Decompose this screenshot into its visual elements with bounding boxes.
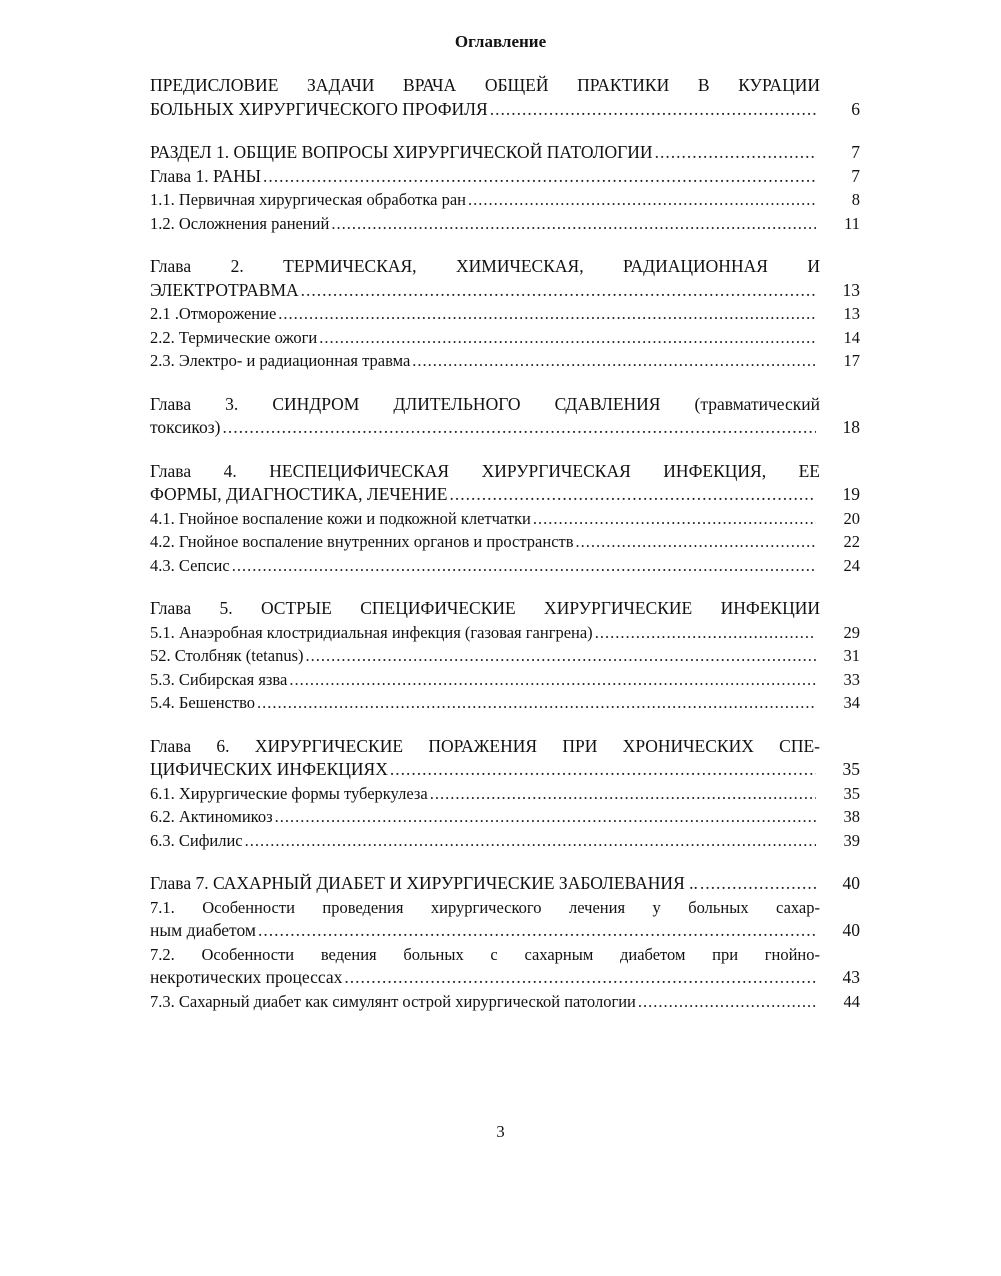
- dot-leader: [490, 98, 816, 122]
- dot-leader: [222, 416, 816, 440]
- toc-entry-text: 5.3. Сибирская язва: [150, 669, 288, 689]
- toc-entry-line: [150, 943, 860, 967]
- toc-entry-text: 52. Столбняк (tetanus): [150, 646, 304, 665]
- toc-entry-line: [150, 668, 860, 692]
- toc-entry-text: токсикоз): [150, 417, 221, 437]
- toc-entry-line: [150, 758, 860, 782]
- toc-entry-line: [150, 805, 860, 829]
- dot-leader: [638, 990, 816, 1014]
- toc-page-number: 13: [842, 279, 860, 300]
- toc-entry-text: ЦИФИЧЕСКИХ ИНФЕКЦИЯХ: [150, 759, 388, 779]
- toc-entry-text: 5.1. Анаэробная клостридиальная инфекция (газовая гангрена): [150, 622, 593, 642]
- toc-entry-line: [150, 141, 860, 165]
- toc-page-number: 31: [843, 646, 860, 665]
- toc-entry-text: 2.1 .Отморожение: [150, 304, 277, 323]
- toc-entry-line: [150, 829, 860, 853]
- toc-entry-text: 4.2. Гнойное воспаление внутренних органов и пространств: [150, 532, 574, 551]
- toc-entry-text: 6.3. Сифилис: [150, 830, 243, 850]
- toc-group: [150, 460, 860, 578]
- toc-entry-line: [150, 872, 860, 896]
- dot-leader: [468, 188, 816, 212]
- dot-leader: [278, 302, 816, 326]
- toc-page-number: 34: [843, 693, 860, 712]
- page-number-footer: 3: [496, 1122, 505, 1141]
- toc-entry-line: [150, 621, 860, 645]
- toc-page-number: 35: [842, 759, 860, 779]
- toc-entry-text: БОЛЬНЫХ ХИРУРГИЧЕСКОГО ПРОФИЛЯ: [150, 98, 488, 119]
- toc-entry-text: Глава 5. ОСТРЫЕ СПЕЦИФИЧЕСКИЕ ХИРУРГИЧЕСКИЕ ИНФЕКЦИИ: [150, 598, 820, 618]
- dot-leader: [655, 141, 816, 165]
- dot-leader: [430, 782, 816, 806]
- toc-entry-text: ным диабетом: [150, 920, 256, 940]
- dot-leader: [263, 165, 816, 189]
- toc-entry-text: Глава 4. НЕСПЕЦИФИЧЕСКАЯ ХИРУРГИЧЕСКАЯ ИНФЕКЦИЯ, ЕЕ: [150, 460, 820, 481]
- dot-leader: [595, 621, 816, 645]
- toc-page-number: 40: [842, 920, 860, 940]
- toc-entry-text: 4.1. Гнойное воспаление кожи и подкожной клетчатки: [150, 508, 531, 528]
- toc-page-number: 38: [843, 807, 860, 826]
- toc-group: [150, 393, 860, 440]
- dot-leader: [449, 483, 816, 507]
- toc-entry-line: [150, 644, 860, 668]
- toc-group: [150, 597, 860, 715]
- toc-entry-line: [150, 255, 860, 279]
- dot-leader: [390, 758, 816, 782]
- toc-entry-text: 1.1. Первичная хирургическая обработка ран: [150, 190, 466, 209]
- toc-page-number: 35: [843, 783, 860, 803]
- toc-page-number: 7: [851, 165, 860, 186]
- toc-group: [150, 735, 860, 853]
- toc-entry-text: 6.2. Актиномикоз: [150, 807, 273, 826]
- toc-entry-line: [150, 279, 860, 303]
- toc-entry-line: [150, 188, 860, 212]
- toc-group: [150, 255, 860, 373]
- toc-entry-line: [150, 507, 860, 531]
- toc-page-number: 17: [843, 351, 860, 370]
- toc-entry-line: [150, 460, 860, 484]
- toc-entry-line: [150, 302, 860, 326]
- toc-page-number: 13: [843, 304, 860, 323]
- toc-entry-text: Глава 3. СИНДРОМ ДЛИТЕЛЬНОГО СДАВЛЕНИЯ (травматический: [150, 393, 820, 414]
- toc-title: Оглавление: [454, 32, 547, 51]
- toc-entry-text: 7.3. Сахарный диабет как симулянт острой хирургической патологии: [150, 991, 636, 1011]
- dot-leader: [700, 872, 816, 896]
- toc-entry-line: [150, 735, 860, 759]
- toc-page-number: 29: [843, 622, 860, 642]
- toc-page-number: 22: [843, 532, 860, 551]
- toc-page-number: 18: [842, 417, 860, 437]
- toc-entry-line: [150, 896, 860, 920]
- toc-page-number: 14: [843, 327, 860, 347]
- toc-entry-text: 6.1. Хирургические формы туберкулеза: [150, 783, 428, 803]
- dot-leader: [258, 919, 816, 943]
- toc-entry-line: [150, 990, 860, 1014]
- toc-page-number: 8: [851, 190, 860, 209]
- toc-entry-line: [150, 349, 860, 373]
- toc-page-number: 43: [842, 967, 860, 987]
- dot-leader: [576, 530, 816, 554]
- toc-page-number: 33: [843, 669, 860, 689]
- toc-entry-line: [150, 691, 860, 715]
- toc-entry-text: Глава 1. РАНЫ: [150, 165, 262, 186]
- table-of-contents: [150, 74, 860, 1033]
- toc-entry-text: 2.3. Электро- и радиационная травма: [150, 351, 411, 370]
- dot-leader: [412, 349, 816, 373]
- toc-page-number: 39: [843, 830, 860, 850]
- toc-entry-line: [150, 919, 860, 943]
- toc-page-number: 44: [843, 991, 860, 1011]
- toc-entry-text: 5.4. Бешенство: [150, 693, 255, 712]
- toc-entry-text: Глава 7. САХАРНЫЙ ДИАБЕТ И ХИРУРГИЧЕСКИЕ ЗАБОЛЕВАНИЯ ..: [150, 873, 698, 893]
- toc-entry-line: [150, 326, 860, 350]
- toc-entry-text: 4.3. Сепсис: [150, 555, 230, 575]
- toc-group: [150, 872, 860, 1013]
- dot-leader: [319, 326, 816, 350]
- toc-entry-line: [150, 554, 860, 578]
- toc-page-number: 20: [843, 508, 860, 528]
- toc-entry-text: РАЗДЕЛ 1. ОБЩИЕ ВОПРОСЫ ХИРУРГИЧЕСКОЙ ПАТОЛОГИИ: [150, 142, 653, 162]
- toc-group: [150, 74, 860, 121]
- toc-entry-text: 1.2. Осложнения ранений: [150, 213, 330, 233]
- toc-page-number: 6: [851, 98, 860, 119]
- toc-entry-line: [150, 966, 860, 990]
- toc-page-number: 40: [842, 873, 860, 893]
- toc-entry-line: [150, 483, 860, 507]
- toc-page-number: 24: [843, 555, 860, 575]
- dot-leader: [305, 644, 816, 668]
- toc-entry-text: Глава 6. ХИРУРГИЧЕСКИЕ ПОРАЖЕНИЯ ПРИ ХРОНИЧЕСКИХ СПЕ-: [150, 735, 820, 756]
- toc-entry-text: ПРЕДИСЛОВИЕ ЗАДАЧИ ВРАЧА ОБЩЕЙ ПРАКТИКИ В КУРАЦИИ: [150, 75, 820, 95]
- dot-leader: [232, 554, 816, 578]
- toc-entry-line: [150, 74, 860, 98]
- toc-entry-line: [150, 98, 860, 122]
- toc-entry-line: [150, 393, 860, 417]
- toc-entry-text: некротических процессах: [150, 967, 343, 987]
- dot-leader: [344, 966, 816, 990]
- toc-page-number: 11: [844, 213, 860, 233]
- toc-entry-line: [150, 212, 860, 236]
- toc-entry-line: [150, 165, 860, 189]
- dot-leader: [331, 212, 816, 236]
- toc-group: [150, 141, 860, 235]
- toc-entry-line: [150, 782, 860, 806]
- toc-page-number: 7: [851, 142, 860, 162]
- dot-leader: [301, 279, 816, 303]
- toc-entry-text: Глава 2. ТЕРМИЧЕСКАЯ, ХИМИЧЕСКАЯ, РАДИАЦИОННАЯ И: [150, 256, 820, 276]
- dot-leader: [245, 829, 816, 853]
- toc-entry-text: ЭЛЕКТРОТРАВМА: [150, 279, 299, 300]
- dot-leader: [275, 805, 816, 829]
- toc-page-number: 19: [842, 484, 860, 504]
- toc-entry-text: 7.2. Особенности ведения больных с сахарным диабетом при гнойно-: [150, 944, 820, 964]
- toc-entry-text: 7.1. Особенности проведения хирургического лечения у больных сахар-: [150, 897, 820, 917]
- toc-entry-line: [150, 597, 860, 621]
- toc-entry-text: 2.2. Термические ожоги: [150, 327, 318, 347]
- toc-entry-line: [150, 416, 860, 440]
- toc-entry-line: [150, 530, 860, 554]
- dot-leader: [257, 691, 816, 715]
- dot-leader: [289, 668, 816, 692]
- dot-leader: [533, 507, 816, 531]
- toc-entry-text: ФОРМЫ, ДИАГНОСТИКА, ЛЕЧЕНИЕ: [150, 484, 448, 504]
